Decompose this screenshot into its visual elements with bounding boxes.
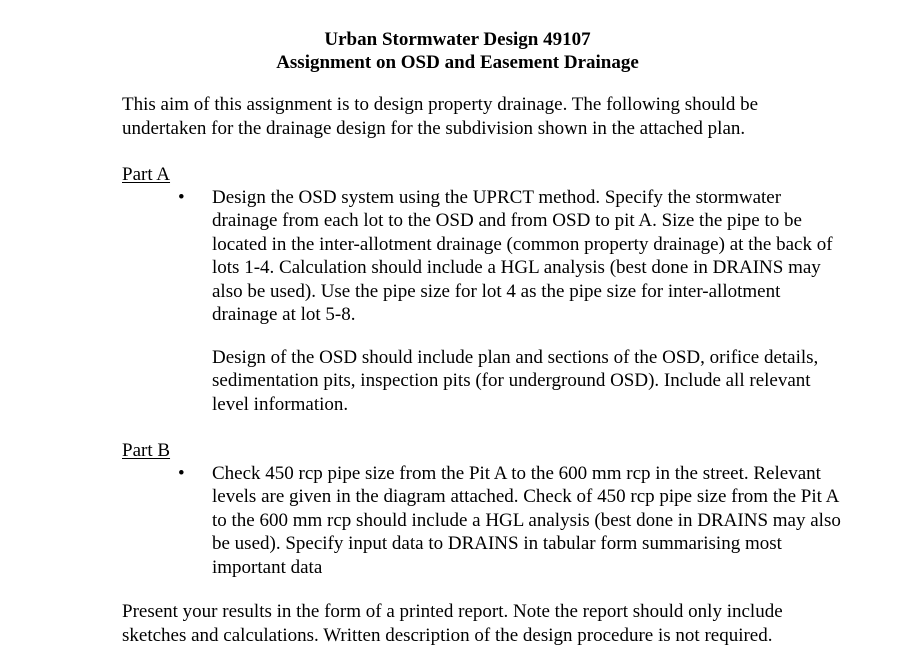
part-a-heading: Part A [122,164,171,185]
part-a-paragraph-2: Design of the OSD should include plan and sections of the OSD, orifice details, sedimentation pits, inspection pits (for underground OSD). Include all relevant level information. [212,347,819,415]
intro-paragraph: This aim of this assignment is to design property drainage. The following should be undertaken for the drainage design for the subdivision shown in the attached plan. [122,94,759,139]
part-a-bullet-icon: • [178,187,185,208]
part-b-paragraph-1: Check 450 rcp pipe size from the Pit A to the 600 mm rcp in the street. Relevant levels are given in the diagram attached. Check of 450 rcp pipe size from the Pit A to the 600 mm rcp should include a HGL analysis (best done in DRAINS may also be used). Specify input data to DRAINS in tabular form summarising most important data [212,463,841,578]
part-b-bullet-icon: • [178,463,185,484]
document-title: Urban Stormwater Design 49107 [324,29,591,50]
part-b-heading: Part B [122,440,171,461]
document-subtitle: Assignment on OSD and Easement Drainage [276,52,639,73]
part-a-paragraph-1: Design the OSD system using the UPRCT method. Specify the stormwater drainage from each lot to the OSD and from OSD to pit A. Size the pipe to be located in the inter-allotment drainage (common property drainage) at the back of lots 1-4. Calculation should include a HGL analysis (best done in DRAINS may also be used). Use the pipe size for lot 4 as the pipe size for inter-allotment drainage at lot 5-8. [212,187,833,326]
conclusion-paragraph: Present your results in the form of a printed report. Note the report should only include sketches and calculations. Written description of the design procedure is not required. [122,601,783,646]
